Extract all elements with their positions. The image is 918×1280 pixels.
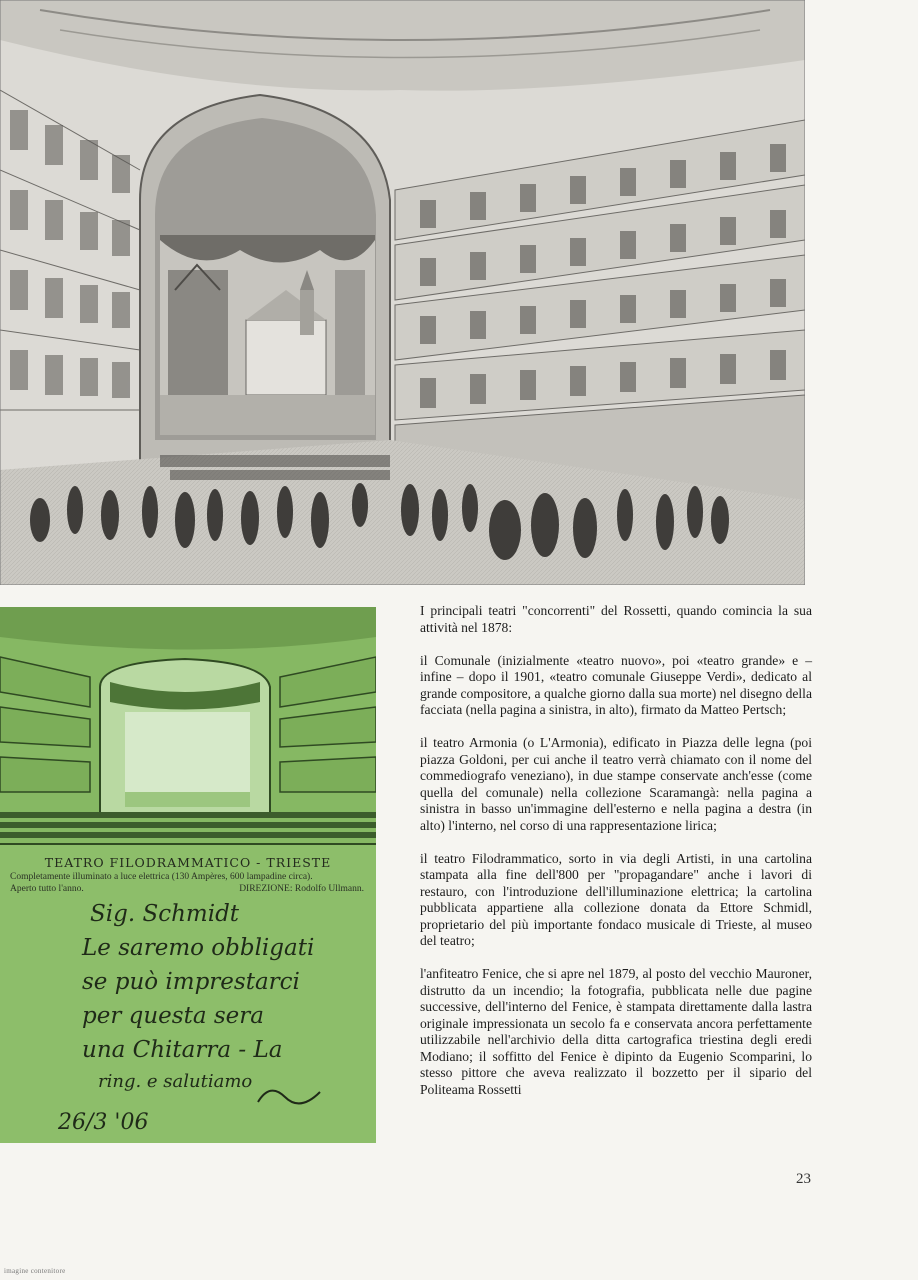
signature-scribble [258, 1091, 320, 1104]
edge-mark: imagine contenitore [4, 1267, 66, 1275]
note-line: ring. e salutiamo [98, 1071, 253, 1092]
postcard-info-line [10, 884, 370, 894]
note-date: 26/3 '06 [58, 1110, 149, 1135]
postcard-title: TEATRO FILODRAMMATICO - TRIESTE [44, 855, 332, 870]
article-paragraph: I principali teatri "concorrenti" del Rossetti, quando comincia la sua attività nel 1878: [420, 603, 812, 635]
article-paragraph: il teatro Armonia (o L'Armonia), edificato in Piazza delle legna (poi piazza Goldoni, per cui anche il teatro verrà chiamato con il nome del commediografo veneziano), in due stampe conservate anch'esse (come quella del comunale) nella collezione Scaramangà: nella pagina a sinistra in basso un'immagine dell'esterno e nella pagina a destra (in alto) l'interno, nel corso di una rappresentazione lirica; [420, 735, 812, 833]
note-line: se può imprestarci [82, 969, 300, 995]
article-text [420, 603, 812, 1115]
article-paragraph: l'anfiteatro Fenice, che si apre nel 1879, al posto del vecchio Mauroner, distrutto da un incendio; la fotografia, pubblicata nelle due pagine successive, dell'interno del Fenice, è stampata direttamente dalla lastra originale impressionata un secolo fa e conservata ancora perfettamente utilizzabile nell'archivio della ditta cartografica triestina degli eredi Modiano; il soffitto del Fenice è dipinto da Eugenio Scomparini, lo stesso pittore che aveva realizzato il bozzetto per il sipario del Politeama Rossetti [420, 966, 812, 1097]
postcard-lighting-line: Completamente illuminato a luce elettrica (130 Ampères, 600 lampadine circa). [10, 872, 313, 882]
page-number: 23 [796, 1171, 811, 1187]
note-line: una Chitarra - La [82, 1037, 283, 1063]
article-paragraph: il teatro Filodrammatico, sorto in via degli Artisti, in una cartolina stampata alla fine dell'800 per "propagandare" anche i lavori di restauro, con l'introduzione dell'illuminazione elettrica; la cartolina pubblicata appartiene alla collezione donata da Ettore Schmidl, proprietario del più importante fondaco musicale di Trieste, al museo del teatro; [420, 850, 812, 948]
note-line: Sig. Schmidt [90, 901, 240, 927]
note-line: Le saremo obbligati [82, 935, 315, 961]
postcard-open-text: Aperto tutto l'anno. [10, 884, 84, 894]
postcard-photo [0, 607, 376, 845]
filodrammatico-postcard [0, 607, 376, 1143]
postcard-direction-text: DIREZIONE: Rodolfo Ullmann. [239, 884, 364, 894]
handwritten-note [0, 897, 376, 1143]
note-line: per questa sera [82, 1003, 264, 1029]
engraving-illustration [0, 0, 805, 585]
theatre-interior-engraving [0, 0, 805, 585]
article-paragraph: il Comunale (inizialmente «teatro nuovo», poi «teatro grande» e – infine – dopo il 1901, «teatro comunale Giuseppe Verdi», dedicato al grande compositore, a qualche giorno dalla sua morte) nel disegno della facciata (nella pagina a sinistra, in alto), firmato da Matteo Pertsch; [420, 652, 812, 717]
